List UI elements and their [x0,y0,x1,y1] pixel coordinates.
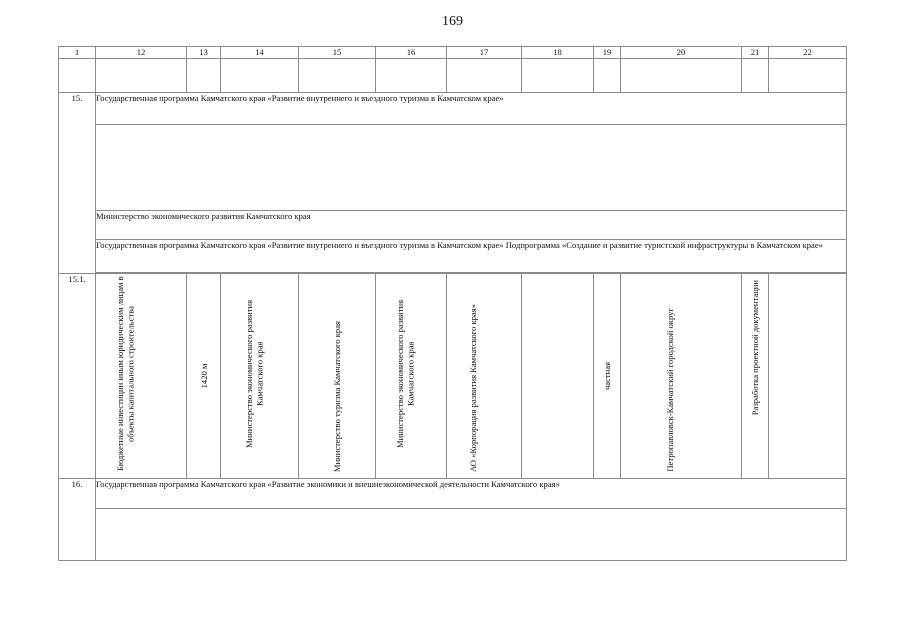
empty-cell [522,59,594,93]
cell-text: Министерство туризма Камчатского края [331,320,342,472]
column-header: 1 [59,47,96,59]
empty-cell [96,59,187,93]
cell-18 [522,274,594,479]
cell-12 [96,274,187,479]
empty-cell [299,59,376,93]
cell-text: частная [601,361,612,391]
row-number-16: 16. [59,479,96,561]
empty-cell [96,125,847,211]
table-row [59,479,847,509]
page-number: 169 [442,14,463,29]
empty-cell [187,59,221,93]
cell-20 [621,274,742,479]
cell-13 [187,274,221,479]
column-header: 20 [621,47,742,59]
empty-cell [59,59,96,93]
cell-19 [594,274,621,479]
column-header: 12 [96,47,187,59]
row-number-15: 15. [59,93,96,274]
empty-row [59,59,847,93]
column-header: 13 [187,47,221,59]
column-header: 14 [221,47,299,59]
cell-17 [447,274,522,479]
table-row [59,125,847,211]
column-header: 15 [299,47,376,59]
ministry-15: Министерство экономического развития Камчатского края [96,211,847,240]
cell-16 [376,274,447,479]
cell-21 [742,274,769,479]
cell-text: Министерство экономического развития Камчатского края [395,299,416,449]
subprogram-title-15: Государственная программа Камчатского края «Развитие внутреннего и въездного туризма в Камчатском крае» Подпрограмма «Создание и развитие туристской инфраструктуры в Камчатском крае» [96,240,847,273]
cell-text: Министерство экономического развития Камчатского края [243,299,264,449]
table-row [59,240,847,273]
cell-14 [221,274,299,479]
empty-cell [621,59,742,93]
cell-text: АО «Корпорация развития Камчатского края» [468,303,478,472]
data-table [58,46,847,561]
row-number-15-1: 15.1. [59,274,96,479]
table-row [59,211,847,240]
empty-cell [447,59,522,93]
empty-cell [742,59,769,93]
empty-cell [376,59,447,93]
column-header: 18 [522,47,594,59]
table-row [59,509,847,561]
table-row [59,93,847,125]
empty-cell [769,59,847,93]
empty-cell [221,59,299,93]
column-header: 21 [742,47,769,59]
cell-22 [769,274,847,479]
column-header-row [59,47,847,59]
empty-cell [96,509,847,561]
empty-cell [594,59,621,93]
cell-text: Петропавловск-Камчатский городской округ [665,308,675,472]
column-header: 19 [594,47,621,59]
column-header: 17 [447,47,522,59]
cell-text: Бюджетные инвестиции иным юридическим лицам в объекты капитального строительства [115,276,136,472]
column-header: 22 [769,47,847,59]
column-header: 16 [376,47,447,59]
table-row [59,274,847,479]
cell-text: 1420 м [198,363,209,389]
program-title-15: Государственная программа Камчатского края «Развитие внутреннего и въездного туризма в Камчатском крае» [96,93,847,125]
cell-15 [299,274,376,479]
cell-text: Разработка проектной документации [749,280,760,416]
program-title-16: Государственная программа Камчатского края «Развитие экономики и внешнеэкономической деятельности Камчатского края» [96,479,847,509]
